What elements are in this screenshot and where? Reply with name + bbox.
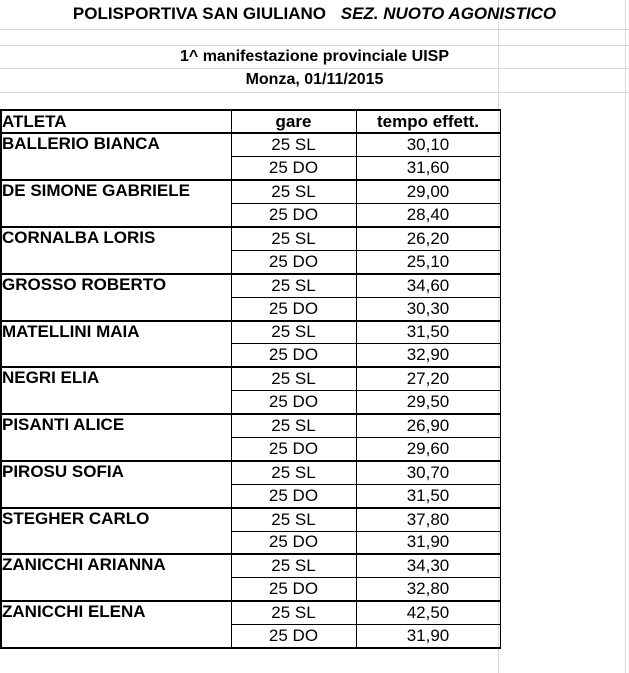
race-type: 25 SL (231, 227, 356, 250)
race-type: 25 SL (231, 508, 356, 531)
race-time: 34,60 (356, 274, 500, 297)
table-row (1, 601, 500, 624)
event-title: 1^ manifestazione provinciale UISP (180, 48, 449, 65)
race-time: 31,90 (356, 531, 500, 554)
race-time: 29,60 (356, 437, 500, 460)
race-time: 31,60 (356, 157, 500, 180)
race-type: 25 DO (231, 344, 356, 367)
race-type: 25 DO (231, 625, 356, 648)
race-type: 25 SL (231, 180, 356, 203)
table-row (1, 321, 500, 344)
table-row (1, 133, 500, 156)
table-row (1, 367, 500, 390)
race-time: 37,80 (356, 508, 500, 531)
race-time: 31,90 (356, 625, 500, 648)
gridline (625, 0, 626, 673)
gridline (0, 45, 629, 46)
athlete-name: PIROSU SOFIA (1, 461, 231, 508)
race-time: 34,30 (356, 554, 500, 577)
header-tempo: tempo effett. (356, 110, 500, 133)
race-type: 25 DO (231, 531, 356, 554)
table-row (1, 554, 500, 577)
race-time: 32,90 (356, 344, 500, 367)
race-type: 25 SL (231, 274, 356, 297)
race-time: 26,90 (356, 414, 500, 437)
athlete-name: BALLERIO BIANCA (1, 133, 231, 180)
page-title (0, 4, 629, 24)
header-gare: gare (231, 110, 356, 133)
club-name: POLISPORTIVA SAN GIULIANO (72, 4, 327, 23)
results-body (1, 133, 500, 648)
race-time: 29,50 (356, 391, 500, 414)
table-row (1, 461, 500, 484)
table-row (1, 508, 500, 531)
athlete-name: GROSSO ROBERTO (1, 274, 231, 321)
race-time: 30,70 (356, 461, 500, 484)
table-row (1, 274, 500, 297)
gridline (0, 68, 629, 69)
athlete-name: CORNALBA LORIS (1, 227, 231, 274)
race-time: 28,40 (356, 204, 500, 227)
race-type: 25 DO (231, 484, 356, 507)
race-type: 25 DO (231, 297, 356, 320)
race-type: 25 SL (231, 367, 356, 390)
athlete-name: STEGHER CARLO (1, 508, 231, 555)
race-time: 31,50 (356, 484, 500, 507)
header-atleta: ATLETA (1, 110, 231, 133)
race-type: 25 SL (231, 461, 356, 484)
section-name: SEZ. NUOTO AGONISTICO (340, 4, 557, 23)
athlete-name: ZANICCHI ARIANNA (1, 554, 231, 601)
race-type: 25 DO (231, 578, 356, 601)
race-time: 25,10 (356, 250, 500, 273)
table-header-row (1, 110, 500, 133)
athlete-name: PISANTI ALICE (1, 414, 231, 461)
race-type: 25 SL (231, 133, 356, 156)
athlete-name: ZANICCHI ELENA (1, 601, 231, 648)
race-type: 25 DO (231, 437, 356, 460)
race-type: 25 DO (231, 204, 356, 227)
race-time: 30,10 (356, 133, 500, 156)
race-time: 31,50 (356, 321, 500, 344)
athlete-name: NEGRI ELIA (1, 367, 231, 414)
results-table (0, 109, 501, 649)
gridline (0, 92, 629, 93)
table-row (1, 227, 500, 250)
race-type: 25 SL (231, 414, 356, 437)
table-row (1, 180, 500, 203)
gridline (0, 29, 629, 30)
event-place-date: Monza, 01/11/2015 (245, 71, 384, 88)
race-time: 32,80 (356, 578, 500, 601)
race-type: 25 DO (231, 250, 356, 273)
race-time: 27,20 (356, 367, 500, 390)
athlete-name: DE SIMONE GABRIELE (1, 180, 231, 227)
race-type: 25 SL (231, 554, 356, 577)
race-type: 25 DO (231, 157, 356, 180)
athlete-name: MATELLINI MAIA (1, 321, 231, 368)
race-type: 25 SL (231, 321, 356, 344)
race-type: 25 DO (231, 391, 356, 414)
race-time: 42,50 (356, 601, 500, 624)
table-row (1, 414, 500, 437)
race-time: 29,00 (356, 180, 500, 203)
race-time: 30,30 (356, 297, 500, 320)
race-type: 25 SL (231, 601, 356, 624)
race-time: 26,20 (356, 227, 500, 250)
